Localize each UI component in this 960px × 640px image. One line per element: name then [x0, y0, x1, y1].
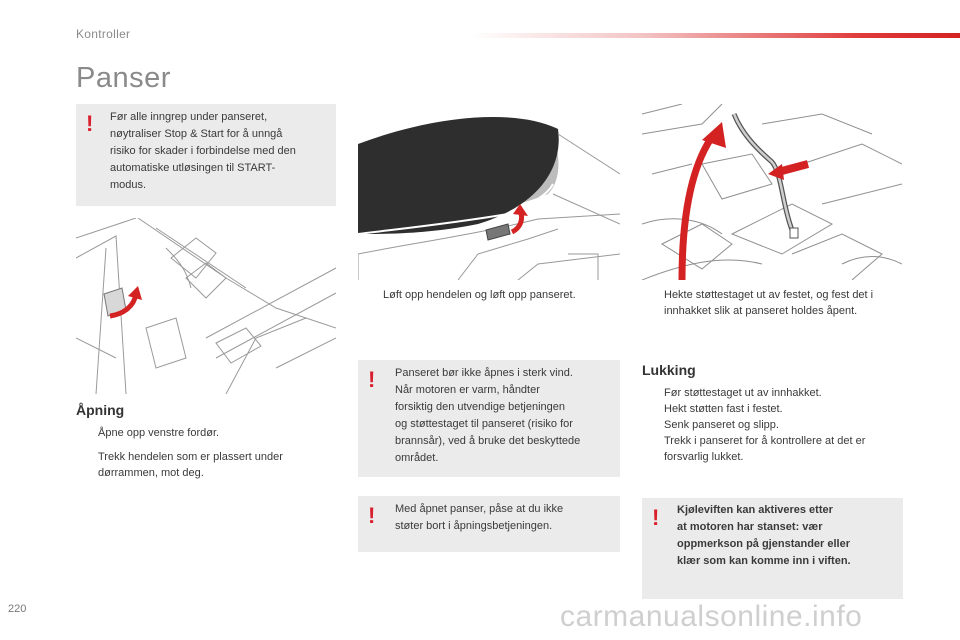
warning-note-text: Med åpnet panser, påse at du ikke støter bort i åpningsbetjeningen.: [395, 503, 564, 532]
warning-note-control: [358, 496, 620, 552]
header-accent-bar: [470, 33, 960, 38]
warning-icon: !: [86, 111, 94, 136]
watermark: carmanualsonline.info: [560, 600, 863, 633]
warning-note-text: Før alle inngrep under panseret, nøytraliser Stop & Start for å unngå risiko for skader i forbindelse med den automatiske utløsingen til START- modus.: [110, 111, 296, 191]
step-unhook-strut: [642, 385, 904, 401]
step-clip-support: [642, 401, 904, 417]
warning-note-wind-heat: [358, 360, 620, 477]
illustration-door-lever: [76, 218, 336, 394]
page-number: 220: [8, 603, 27, 615]
warning-note-stop-start: [76, 104, 336, 206]
page-title: Panser: [76, 62, 171, 94]
step-lift-bonnet: [361, 287, 621, 303]
step-open-door: [76, 425, 336, 441]
step-text: Åpne opp venstre fordør.: [98, 427, 220, 439]
warning-icon: !: [368, 367, 376, 392]
step-text: Løft opp hendelen og løft opp panseret.: [383, 289, 576, 301]
step-text: Senk panseret og slipp.: [664, 419, 779, 431]
warning-note-cooling-fan: [642, 498, 903, 599]
step-text: Trekk i panseret for å kontrollere at det er forsvarlig lukket.: [664, 435, 866, 463]
illustration-bonnet-lift: [358, 104, 620, 280]
heading-closing: Lukking: [642, 362, 696, 378]
warning-icon: !: [652, 505, 660, 530]
section-label: Kontroller: [76, 27, 131, 41]
warning-note-text: Kjøleviften kan aktiveres etter at motoren har stanset: vær oppmerkson på gjenstander eller klær som kan komme inn i viften.: [677, 504, 851, 567]
step-lower-bonnet: [642, 417, 904, 433]
step-text: Før støttestaget ut av innhakket.: [664, 387, 822, 399]
step-text: Trekk hendelen som er plassert under dørrammen, mot deg.: [98, 451, 283, 479]
illustration-support-strut: [642, 104, 902, 280]
warning-icon: !: [368, 503, 376, 528]
step-pull-lever: [76, 449, 336, 481]
heading-opening: Åpning: [76, 402, 125, 418]
step-check-bonnet: [642, 433, 904, 465]
step-text: Hekt støtten fast i festet.: [664, 403, 783, 415]
step-text: Hekte støttestaget ut av festet, og fest det i innhakket slik at panseret holdes åpent.: [664, 289, 874, 317]
step-attach-strut: [642, 287, 904, 319]
warning-note-text: Panseret bør ikke åpnes i sterk vind. Når motoren er varm, håndter forsiktig den utvendige betjeningen og støttestaget til panseret (risiko for brannsår), ved å bruke det beskyttede området.: [395, 367, 581, 464]
